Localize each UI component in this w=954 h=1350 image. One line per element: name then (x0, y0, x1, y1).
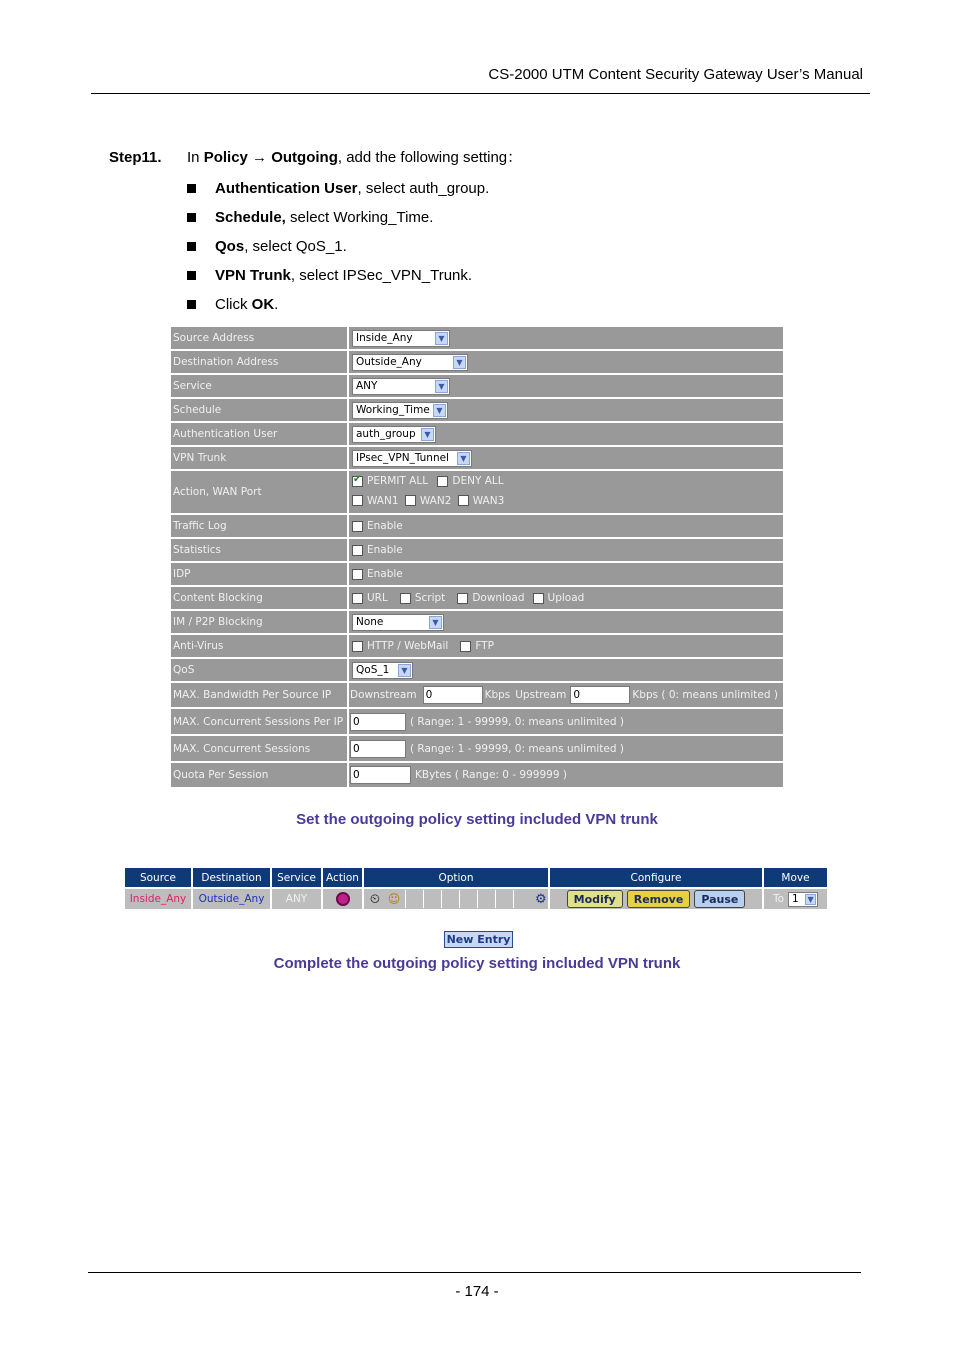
header-configure: Configure (550, 868, 762, 887)
row-action (323, 889, 362, 909)
idp-option[interactable]: Enable (352, 568, 403, 580)
chevron-down-icon: ▼ (453, 356, 466, 369)
permit-all-option[interactable]: ✔ PERMIT ALL (352, 475, 428, 487)
im-p2p-select[interactable]: None ▼ (352, 614, 444, 631)
bullet-text: , select auth_group. (357, 180, 490, 197)
url-option[interactable]: URL (352, 592, 388, 604)
chevron-down-icon: ▼ (433, 404, 446, 417)
upstream-input[interactable]: 0 (570, 686, 630, 704)
table-header (125, 868, 827, 887)
downstream-label: Downstream (350, 689, 417, 701)
bullet-pre: Click (215, 296, 252, 313)
chevron-down-icon: ▼ (429, 616, 442, 629)
form-row-traffic-log (171, 515, 783, 537)
statistics-checkbox[interactable] (352, 545, 363, 556)
step-intro-pre: In (187, 149, 204, 166)
form-row-max-bandwidth (171, 683, 783, 707)
idp-label: IDP (171, 563, 347, 585)
arrow-icon: → (252, 149, 268, 166)
form-row-max-sessions-ip (171, 709, 783, 734)
kbps-label: Kbps (484, 689, 511, 701)
header-service: Service (272, 868, 321, 887)
qos-label: QoS (171, 659, 347, 681)
http-webmail-option[interactable]: HTTP / WebMail (352, 640, 448, 652)
header-destination: Destination (193, 868, 270, 887)
traffic-log-checkbox[interactable] (352, 521, 363, 532)
bullet-bold: Qos (215, 238, 245, 255)
form-row-service (171, 375, 783, 397)
bullet-list (187, 178, 489, 323)
remove-button[interactable]: Remove (627, 890, 691, 908)
figure-caption-2: Complete the outgoing policy setting included VPN trunk (273, 955, 681, 972)
option-slot (513, 890, 528, 908)
deny-all-checkbox[interactable] (437, 476, 448, 487)
row-service: ANY (272, 889, 321, 909)
quota-note: KBytes ( Range: 0 - 999999 ) (415, 769, 567, 781)
script-option[interactable]: Script (400, 592, 445, 604)
bullet-bold: VPN Trunk (215, 267, 291, 284)
source-address-label: Source Address (171, 327, 347, 349)
option-slot (423, 890, 438, 908)
move-select[interactable]: 1 ▼ (788, 892, 818, 907)
option-slot (459, 890, 474, 908)
list-item (187, 236, 489, 265)
wan1-option[interactable]: WAN1 (352, 495, 399, 507)
permit-action-icon[interactable] (336, 892, 350, 906)
qos-select[interactable]: QoS_1 ▼ (352, 662, 413, 679)
vpn-trunk-label: VPN Trunk (171, 447, 347, 469)
bullet-bold: OK (251, 296, 275, 313)
traffic-log-label: Traffic Log (171, 515, 347, 537)
chevron-down-icon: ▼ (421, 428, 434, 441)
auth-user-select[interactable]: auth_group ▼ (352, 426, 436, 443)
statistics-option[interactable]: Enable (352, 544, 403, 556)
bullet-bold: Schedule, (215, 209, 286, 226)
form-row-destination (171, 351, 783, 373)
bullet-text: select Working_Time. (285, 209, 434, 226)
wan2-checkbox[interactable] (405, 495, 416, 506)
chevron-down-icon: ▼ (435, 332, 448, 345)
max-sessions-ip-input[interactable]: 0 (350, 713, 406, 731)
content-blocking-label: Content Blocking (171, 587, 347, 609)
bullet-bold: Authentication User (215, 180, 358, 197)
service-label: Service (171, 375, 347, 397)
form-row-content-blocking (171, 587, 783, 609)
upload-option[interactable]: Upload (533, 592, 585, 604)
user-icon: ☺ (387, 892, 401, 906)
anti-virus-label: Anti-Virus (171, 635, 347, 657)
form-row-anti-virus (171, 635, 783, 657)
page-number: - 174 - (455, 1283, 499, 1300)
vpn-trunk-select[interactable]: IPsec_VPN_Tunnel ▼ (352, 450, 472, 467)
row-move (764, 889, 827, 909)
download-checkbox[interactable] (457, 593, 468, 604)
list-item (187, 265, 489, 294)
bullet-icon (187, 213, 196, 222)
form-row-source (171, 327, 783, 349)
bullet-text: , select IPSec_VPN_Trunk. (290, 267, 473, 284)
max-sessions-note: ( Range: 1 - 99999, 0: means unlimited ) (410, 742, 624, 755)
step-policy: Policy (203, 149, 248, 166)
new-entry-button[interactable]: New Entry (444, 931, 513, 948)
action-label: Action, WAN Port (171, 471, 347, 513)
http-webmail-checkbox[interactable] (352, 641, 363, 652)
max-sessions-input[interactable]: 0 (350, 740, 406, 758)
header-option: Option (364, 868, 548, 887)
downstream-input[interactable]: 0 (423, 686, 483, 704)
quota-input[interactable]: 0 (350, 766, 411, 784)
wan3-option[interactable]: WAN3 (458, 495, 505, 507)
max-sessions-ip-label: MAX. Concurrent Sessions Per IP (171, 709, 347, 734)
idp-checkbox[interactable] (352, 569, 363, 580)
wan3-checkbox[interactable] (458, 495, 469, 506)
option-slot (477, 890, 492, 908)
option-slot (495, 890, 510, 908)
form-row-max-sessions (171, 736, 783, 761)
step-intro-post: , add the following setting： (337, 149, 523, 166)
deny-all-option[interactable]: DENY ALL (437, 475, 503, 487)
row-configure (550, 889, 762, 909)
chevron-down-icon: ▼ (805, 894, 816, 905)
bandwidth-note: Kbps ( 0: means unlimited ) (632, 689, 778, 701)
bullet-icon (187, 271, 196, 280)
form-row-statistics (171, 539, 783, 561)
header-move: Move (764, 868, 827, 887)
permit-all-checkbox[interactable] (352, 476, 363, 487)
chevron-down-icon: ▼ (435, 380, 448, 393)
step-outgoing: Outgoing (271, 149, 338, 166)
upstream-label: Upstream (515, 689, 567, 701)
table-row (125, 889, 827, 909)
max-sessions-ip-note: ( Range: 1 - 99999, 0: means unlimited ) (410, 715, 624, 728)
vpn-icon: ⚙ (535, 891, 547, 907)
row-source: Inside_Any (125, 889, 191, 909)
bullet-icon (187, 184, 196, 193)
header-action: Action (323, 868, 362, 887)
form-row-quota (171, 763, 783, 787)
script-checkbox[interactable] (400, 593, 411, 604)
list-item (187, 178, 489, 207)
policy-form (171, 327, 783, 787)
form-row-vpn-trunk (171, 447, 783, 469)
header-source: Source (125, 868, 191, 887)
form-row-im-p2p (171, 611, 783, 633)
modify-button[interactable]: Modify (567, 890, 623, 908)
max-sessions-label: MAX. Concurrent Sessions (171, 736, 347, 761)
ftp-checkbox[interactable] (460, 641, 471, 652)
chevron-down-icon: ▼ (457, 452, 470, 465)
destination-address-label: Destination Address (171, 351, 347, 373)
option-slot (441, 890, 456, 908)
header-divider (91, 93, 870, 94)
bullet-text: . (274, 296, 279, 313)
ftp-option[interactable]: FTP (460, 640, 494, 652)
figure-caption-1: Set the outgoing policy setting included VPN trunk (296, 811, 658, 828)
row-destination: Outside_Any (193, 889, 270, 909)
step-instruction (109, 146, 522, 167)
statistics-label: Statistics (171, 539, 347, 561)
bullet-text: , select QoS_1. (244, 238, 347, 255)
upload-checkbox[interactable] (533, 593, 544, 604)
bullet-icon (187, 300, 196, 309)
max-bandwidth-label: MAX. Bandwidth Per Source IP (171, 683, 347, 707)
manual-header-title: CS-2000 UTM Content Security Gateway User’s Manual (488, 66, 863, 83)
option-slot (405, 890, 420, 908)
list-item (187, 294, 489, 323)
chevron-down-icon: ▼ (398, 664, 411, 677)
form-row-auth-user (171, 423, 783, 445)
list-item (187, 207, 489, 236)
row-options (364, 889, 548, 909)
move-to-label: To (772, 893, 785, 905)
form-row-schedule (171, 399, 783, 421)
form-row-action (171, 471, 783, 513)
wan2-option[interactable]: WAN2 (405, 495, 452, 507)
bullet-icon (187, 242, 196, 251)
form-row-qos (171, 659, 783, 681)
download-option[interactable]: Download (457, 592, 524, 604)
quota-label: Quota Per Session (171, 763, 347, 787)
url-checkbox[interactable] (352, 593, 363, 604)
wan1-checkbox[interactable] (352, 495, 363, 506)
traffic-log-option[interactable]: Enable (352, 520, 403, 532)
source-address-select[interactable]: Inside_Any ▼ (352, 330, 450, 347)
im-p2p-label: IM / P2P Blocking (171, 611, 347, 633)
policy-list-table (125, 868, 827, 909)
destination-address-select[interactable]: Outside_Any ▼ (352, 354, 468, 371)
step-label: Step11. (109, 149, 162, 166)
schedule-select[interactable]: Working_Time ▼ (352, 402, 448, 419)
form-row-idp (171, 563, 783, 585)
service-select[interactable]: ANY ▼ (352, 378, 450, 395)
pause-button[interactable]: Pause (694, 890, 745, 908)
clock-icon: ⏲ (369, 891, 381, 907)
auth-user-label: Authentication User (171, 423, 347, 445)
schedule-label: Schedule (171, 399, 347, 421)
footer-divider (88, 1272, 861, 1273)
